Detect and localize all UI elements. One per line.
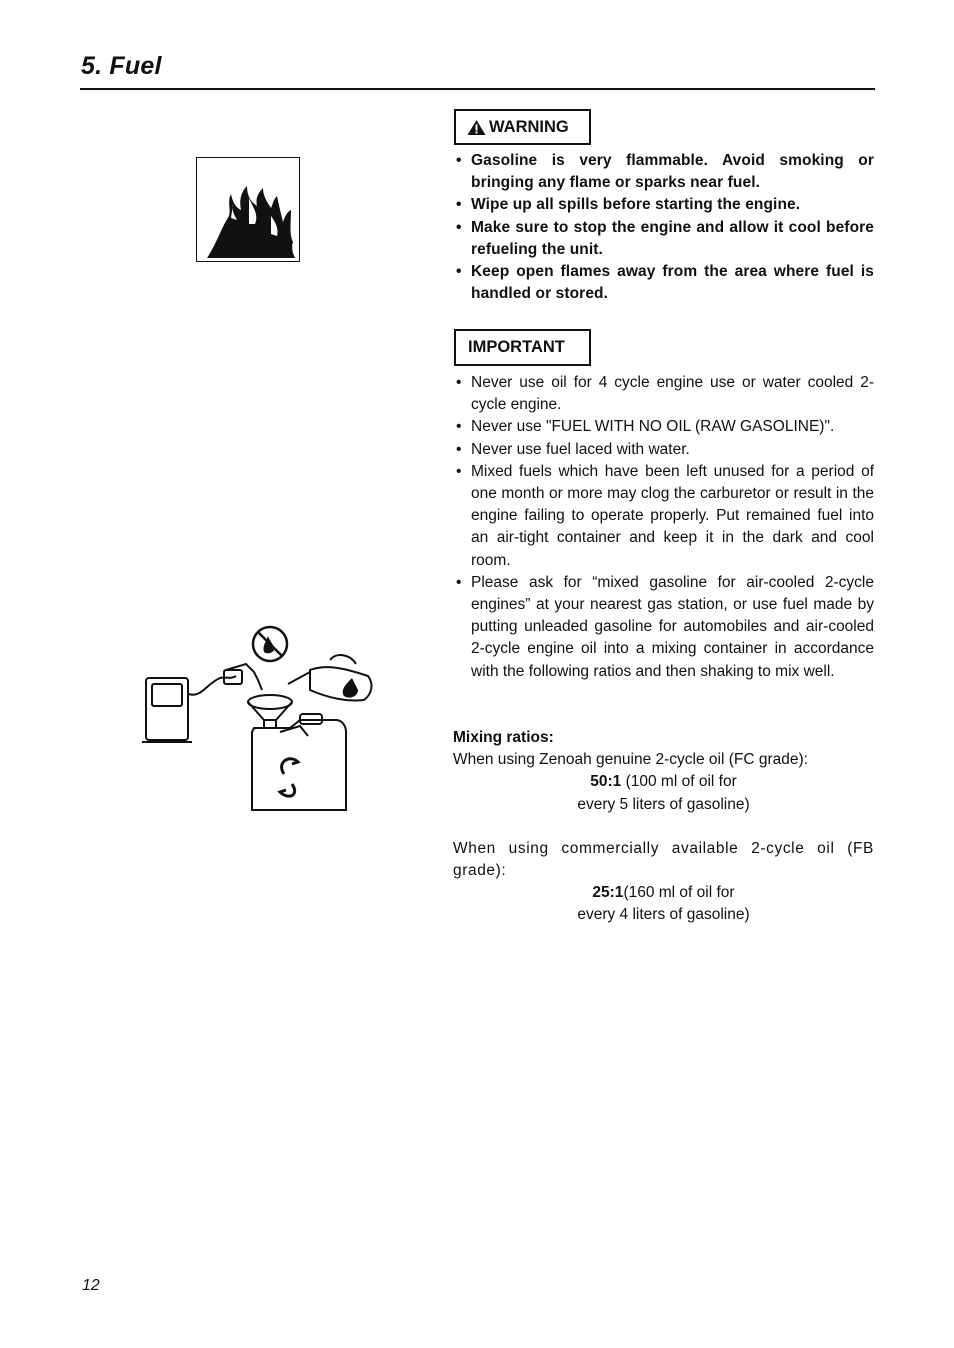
fuel-mixing-illustration xyxy=(140,620,380,820)
warning-label-text: WARNING xyxy=(489,117,569,136)
fuel-pump-icon xyxy=(142,676,236,742)
mixing-heading: Mixing ratios: xyxy=(453,729,554,746)
warning-item: • Gasoline is very flammable. Avoid smoking or bringing any flame or sparks near fuel. xyxy=(453,150,874,194)
no-open-flame-icon xyxy=(253,627,287,661)
warning-item: • Make sure to stop the engine and allow it cool before refueling the unit. xyxy=(453,217,874,261)
fc-ratio-line xyxy=(453,771,874,793)
flame-hazard-box xyxy=(196,157,300,262)
mixing-ratios-section xyxy=(453,727,874,927)
fb-ratio: 25:1 xyxy=(592,884,624,902)
funnel-icon xyxy=(248,695,292,728)
fc-ratio: 50:1 xyxy=(590,773,622,791)
important-item: • Mixed fuels which have been left unused for a period of one month or more may clog the carburetor or result in the engine failing to operate properly. Put remained fuel into an air-tight container and keep it in the dark and cool room. xyxy=(453,461,874,572)
important-list xyxy=(453,372,874,683)
fb-detail-2: every 4 liters of gasoline) xyxy=(577,906,750,924)
page-number: 12 xyxy=(82,1277,100,1294)
fc-intro: When using Zenoah genuine 2-cycle oil (FC grade): xyxy=(453,751,808,769)
important-item: • Please ask for “mixed gasoline for air-cooled 2-cycle engines” at your nearest gas station, or use fuel made by putting unleaded gasoline for automobiles and air-cooled 2-cycle engine oil into a mixing container in accordance with the following ratios and then shaking to mix well. xyxy=(453,572,874,683)
page-title: 5. Fuel xyxy=(81,52,162,80)
flame-icon xyxy=(197,158,301,263)
important-item: • Never use fuel laced with water. xyxy=(453,439,874,461)
fuel-can-icon xyxy=(252,714,346,810)
fb-detail-1: (160 ml of oil for xyxy=(623,884,735,902)
fc-detail-2: every 5 liters of gasoline) xyxy=(577,795,750,813)
important-item: • Never use "FUEL WITH NO OIL (RAW GASOLINE)". xyxy=(453,416,874,438)
fb-ratio-line xyxy=(453,882,874,904)
fb-intro: When using commercially available 2-cycle oil (FB grade): xyxy=(453,839,874,880)
title-divider xyxy=(80,88,875,90)
important-item: • Never use oil for 4 cycle engine use or water cooled 2-cycle engine. xyxy=(453,372,874,416)
warning-triangle-icon xyxy=(467,119,486,136)
oil-can-icon xyxy=(288,655,371,700)
warning-label xyxy=(454,109,591,145)
important-label-text: IMPORTANT xyxy=(468,338,565,356)
fc-detail-1: (100 ml of oil for xyxy=(621,773,737,791)
warning-list xyxy=(453,150,874,305)
warning-item: • Keep open flames away from the area where fuel is handled or stored. xyxy=(453,261,874,305)
important-label xyxy=(454,329,591,366)
warning-item: • Wipe up all spills before starting the engine. xyxy=(453,194,874,216)
